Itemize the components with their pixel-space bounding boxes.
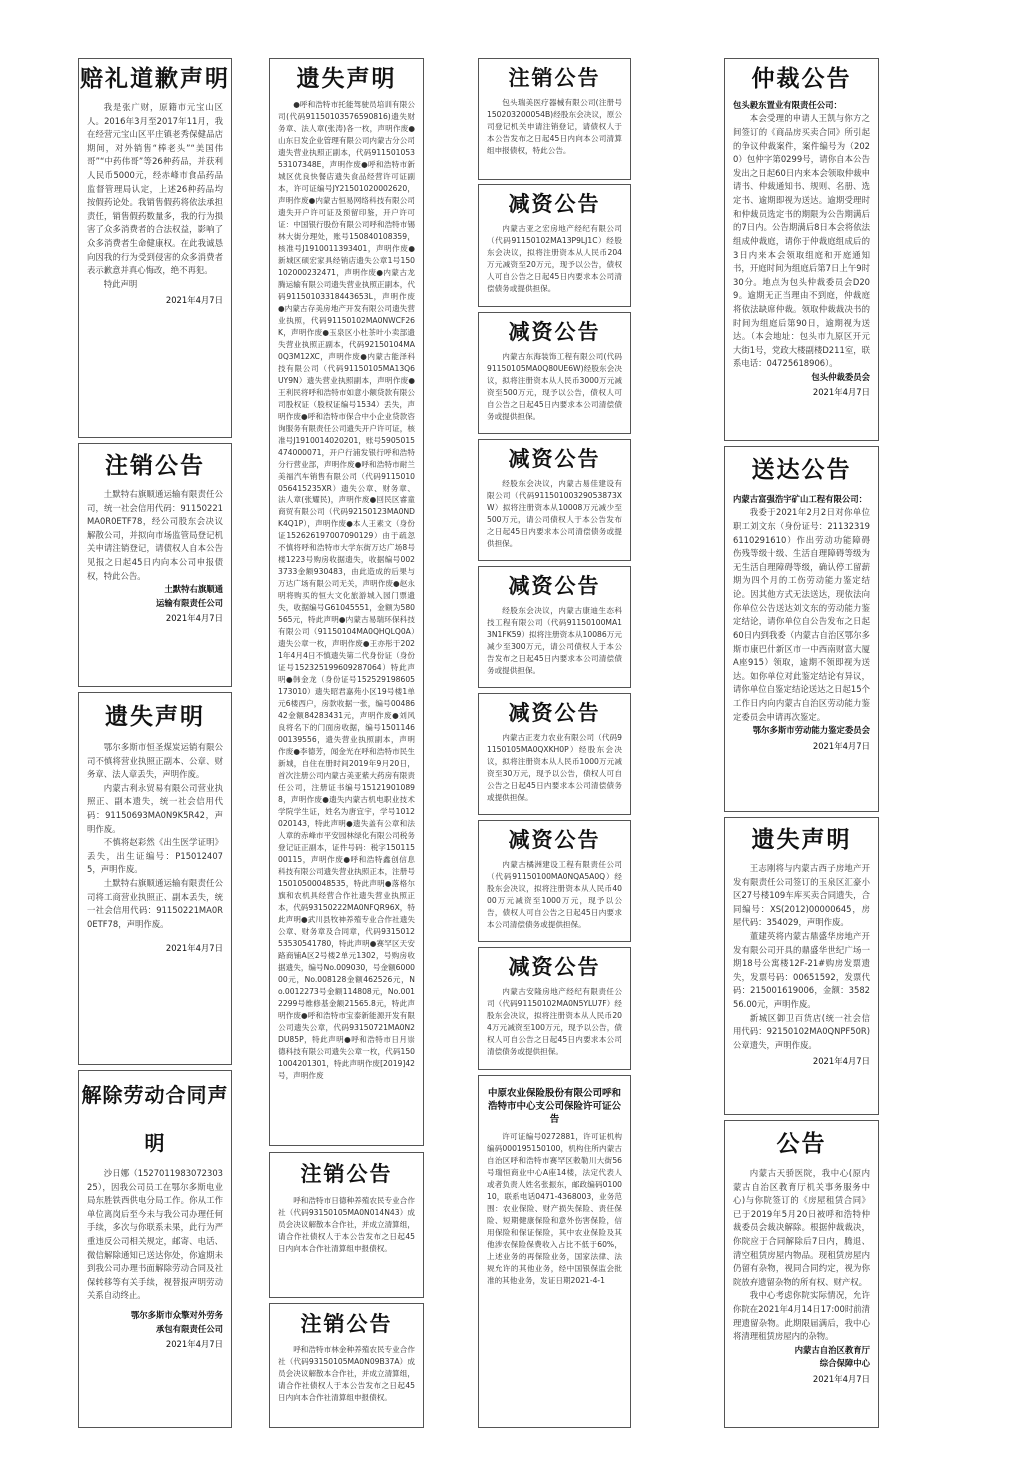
notice-capital-reduction [478,312,631,434]
notice-paragraph: 沙日娜（152701198307230325），因我公司员工在鄂尔多斯电业局东胜铁西供电分局工作。你从工作单位离岗后至今未与我公司办理任何手续，多次与你联系未果，此行为严重违反公司相关规定，邮寄、电话、微信解除通知已送达你处，你逾期未到我公司办理书面解除劳动合同及社保转移等有关手续，视替报声明劳动关系自动终止。 [87,1168,223,1301]
signature-line: 综合保障中心 [819,1358,870,1369]
notice-paragraph: 呼和浩特市林金种养殖农民专业合作社（代码93150105MA0N09B37A）成员会决议解散本合作社，并成立清算组，请合作社债权人于本公告发布之日起45日内向本合作社清算组申报债权。 [278,1345,415,1402]
notice-capital-reduction [478,693,631,815]
notice-paragraph: 内蒙古安隆房地产经纪有限责任公司（代码91150102MA0N5YLU7F）经股东会决议，拟将注册资本从人民币204万元减资至100万元，现予以公告，债权人可自公告之日起45日内要求本公司清偿债务或提供担保。 [487,987,622,1056]
notice-paragraph: 内蒙古橘洲建设工程有限责任公司（代码91150100MA0NQA5A0Q）经股东会决议，拟将注册资本从人民币4000万元减资至1000万元，现予以公告，债权人可自公告之日起45日内要求本公司清偿债务或提供担保。 [487,860,622,929]
notice-date: 2021年4月7日 [812,740,870,751]
notice-title: 减资公告 [508,574,601,598]
signature-line: 土默特右旗顺通 [164,584,223,595]
notice-paragraph: 内蒙古利永贸易有限公司营业执照正、副本遗失，统一社会信用代码：91150693MA0N9K5R42，声明作废。 [87,782,223,834]
notice-title: 注销公告 [300,1162,393,1186]
notice-title: 减资公告 [508,447,601,471]
notice-paragraph: 不慎将赵彩然《出生医学证明》丢失，出生证编号：P150124075，声明作废。 [87,837,223,875]
notice-title: 遗失声明 [751,827,852,853]
notice-date: 2021年4月7日 [812,1055,870,1066]
notice-cancellation [478,58,631,180]
signature-line: 鄂尔多斯市众擎对外劳务 [130,1310,223,1321]
notice-body [270,1344,423,1404]
notice-body [725,112,878,371]
notice-title: 解除劳动合同声明 [81,1083,229,1155]
notice-apology [78,58,232,438]
notice-title: 遗失声明 [105,704,205,730]
notice-paragraph: 特此声明 [103,278,138,289]
notice-body [79,101,231,292]
notice-body [79,488,231,583]
notice-paragraph: ●呼和浩特市托能驾驶员培训有限公司(代码91150103576590816)遗失财务章、法人章(张涛)各一枚，声明作废●山东日发企业管理有限公司内蒙古分公司遗失营业执照正副本，代码91150105353107348E，声明作废●呼和浩特市新城区优良快餐店遗失食品经营许可证副本，许可证编号JY21501020002620，声明作废●内蒙古恒易网络科技有限公司遗失开户许可证及预留印鉴，开户许可证：中国银行股份有限公司呼和浩特市锡林大街分理处，账号150840108359，核准号J1910011393401，声明作废●新城区硕宏家具经销店遗失公章1号150102000232471，声明作废●内蒙古龙腾运输有限公司遗失营业执照正副本，代码91150103318443653L，声明作废●内蒙古存美房地产开发有限公司遗失营业执照，代码91150102MA0NWCF26K，声明作废●玉泉区小杜茶叶小卖部遗失营业执照正副本，代码92150104MA0Q3M12XC，声明作废●内蒙古能泽科技有限公司（代码91150105MA13Q6UY9N）遗失营业执照副本，声明作废●王利民将呼和浩特市如意小额贷款有限公司股权证（股权证编号1534）丢失，声明作废●呼和浩特市保合中小企业贷款咨询服务有限责任公司遗失开户许可证，核准号J1910014020201，账号5905015474000071，开户行浦发银行呼和浩特分行营业部，声明作废●呼和浩特市耐兰美福汽车销售有限公司（代码9115010056415235XR）遗失公章、财务章、法人章(张耀民)，声明作废●回民区睿童商贸有限公司（代码92150123MA0NDK4Q1P），声明作废●本人王素文（身份证152626197007090129）由于疏忽不慎将呼和浩特市大学东街万达广场8号楼1223号购房收据遗失，收据编号0023733金额930483，由此造成的后果与万达广场有限公司无关，声明作废●赵永明将购买的恒大文化旅游城入园门票遗失，收据编号G61045551，金额为580565元，特此声明●内蒙古易瑞环保科技有限公司（91150104MA0QHQLQ0A）遗失公章一枚，声明作废●王亦彤于2021年4月4日不慎遗失第二代身份证（身份证号152325199609287064）特此声明●韩金龙（身份证号152529198605173010）遗失昭君嘉苑小区19号楼1单元6楼西户，房款收据一张，编号0048642金额84283431元，声明作废●刘风良将名下的门面房收据，编号150114600139556，遗失营业执照副本，声明作废●李德芳，闻金光在呼和浩特市民生新城，自住在册时间2019年9月20日，首次注册公司内蒙古美亚紫大药房有限责任公司，注册证书编号151219010898，声明作废●遗失内蒙古机电职业技术学院学生证，姓名为唐宜宇，学号1012020143，特此声明●遗失盖有公章和法人章的赤峰市平安园林绿化有限公司税务登记证正副本，证件号码：税字15011500115，声明作废●呼和浩特鑫创信息科技有限公司遗失营业执照正本，注册号15010500048535，特此声明●落格尔旗和农机具经营合作社遗失营业执照正本，代码93150222MA0NFQR96X，特此声明●武川县牧神养殖专业合作社遗失公章、财务章及合同章，代码931501253530541780，特此声明●赛罕区天安路商铺A区2号楼2单元1302，号购房收据遗失，编号No.009030，号金额600000元，No.008128金额462526元，No.0012273号金额114808元，No.0012299号维修基金额21565.8元，特此声明作废●呼和浩特市宝泰新能源开发有限公司遗失公章，代码93150721MA0N2DU85P，特此声明●呼和浩特市日月崇德科技有限公司遗失公章一枚，代码1501004201301，特此声明作废[2019]42号，声明作废 [278,100,415,1080]
notice-capital-reduction [478,566,631,688]
notice-title: 仲裁公告 [751,66,852,92]
notice-body [479,351,630,423]
notice-paragraph: 呼和浩特市日德种养殖农民专业合作社（代码93150105MA0N014N43）成员会决议解散本合作社，并成立清算组，请合作社债权人于本公告发布之日起45日内向本合作社清算组申报债权。 [278,1196,415,1253]
notice-loss-list [269,58,424,1146]
notice-title: 送达公告 [751,457,852,483]
notice-paragraph: 我中心考虑你院实际情况，允许你院在2021年4月14日17:00时前清理遗留杂物。此期限届满后，我中心将清理租赁房屋内的杂物。 [733,1290,870,1342]
signature-line: 鄂尔多斯市劳动能力鉴定委员会 [752,725,870,736]
notice-signature [79,1309,231,1336]
notice-paragraph: 经股东会决议，内蒙古易佳建设有限公司（代码91150100329053873XW）拟将注册资本从10008万元减少至500万元，请公司债权人于本公告发布之日起45日内要求本公司清偿债务或提供担保。 [487,479,622,548]
signature-line: 运输有限责任公司 [156,597,223,608]
notice-signature [725,371,878,384]
notice-body [270,1195,423,1255]
notice-paragraph: 土默特右旗顺通运输有限责任公司将工商营业执照正、副本丢失，统一社会信用代码：91150221MA0R0ETF78，声明作废。 [87,878,223,929]
notice-title: 减资公告 [508,320,601,344]
notice-cancellation [269,1303,424,1428]
notice-addressee: 包头毅东置业有限责任公司： [733,100,842,110]
notice-title: 注销公告 [508,66,601,90]
notice-body [479,986,630,1058]
notice-cancellation [269,1152,424,1298]
notice-paragraph: 我是张广财，原籍市元宝山区人。2016年3月至2017年11月，我在经营元宝山区平庄镇老秀保健品店期间，对外销售“棒老头”“美国伟哥”“中药伟哥”等26种药品，并获利人民币5000元，经赤峰市食品药品监督管理局认定，上述26种药品均按假药论处。我销售假药将依法承担责任，销售假药数量多，我的行为损害了众多消费者的合法权益，影响了众多消费者生命健康权。在此我诚恳向因我的行为受到侵害的众多消费者表示歉意并真心悔改，绝不再犯。 [87,102,223,276]
notice-body [79,1167,231,1303]
notice-capital-reduction [478,947,631,1070]
notice-service [724,446,879,812]
notice-public [724,1120,879,1428]
notice-title: 减资公告 [508,955,601,979]
notice-paragraph: 王志刚将与内蒙古西子房地产开发有限责任公司签订的玉泉区汇豪小区27号楼109车库买卖合同遗失，合同编号：XS(2012)00000645，房屋代码：354029，声明作废。 [733,863,870,928]
notice-signature [725,1344,878,1371]
notice-loss [78,692,232,1065]
notice-paragraph: 许可证编号0272881，许可证机构编码000195150100，机构住所内蒙古自治区呼和浩特市赛罕区敕勒川大街56号瑞恒商业中心A座14楼，法定代表人或者负责人姓名张振东，邮政编码010010，联系电话0471-4368003，业务范围：农业保险、财产损失保险、责任保险、短期健康保险和意外伤害保险，信用保险和保证保险，其中农业保险及其他涉农保险保费收入占比不低于60%，上述业务的再保险业务，国家法律、法规允许的其他业务，经中国银保监会批准的其他业务，发证日期2021-4-1 [487,1132,622,1286]
notice-paragraph: 新城区御卫百货店(统一社会信用代码：92150102MA0QNPF50R)公章遗失，声明作废。 [733,1012,870,1050]
notice-body [479,223,630,295]
notice-title: 中原农业保险股份有限公司呼和浩特市中心支公司保险许可证公告 [487,1088,621,1125]
notice-paragraph: 董建英将内蒙古鼎盛华房地产开发有限公司开具的鼎盛华世纪广场一期18号公寓楼12F-21#购房发票遗失，发票号码：00651592，发票代码：215001619006，金额：358256.00元，声明作废。 [733,931,870,1010]
notice-paragraph: 经股东会决议，内蒙古康迪生态科技工程有限公司（代码91150100MA13N1FK59）拟将注册资本从10086万元减少至300万元，请公司债权人于本公告发布之日起45日内要求本公司清偿债务或提供担保。 [487,606,622,675]
notice-paragraph: 内蒙古东海装饰工程有限公司(代码91150105MA0Q80UE6W)经股东会决议，拟将注册资本从人民币3000万元减资至500万元，现予以公告，债权人可自公告之日起45日内要求本公司清偿债务或提供担保。 [487,352,622,421]
notice-title: 注销公告 [105,453,205,479]
notice-paragraph: 我委于2021年2月2日对你单位职工刘文东（身份证号：211323196110291610）作出劳动功能障碍伤残等级十级、生活自理障碍等级为无生活自理障碍等级，确认停工留薪期为四个月的工伤劳动能力鉴定结论。因其他方式无法送达，现依法向你单位公告送达刘文东的劳动能力鉴定结论，请你单位自公告发布之日起60日内到我委（内蒙古自治区鄂尔多斯市康巴什新区市一中西南财富大厦A座915）领取，逾期不领即视为送达。如你单位对此鉴定结论有异议，请你单位自鉴定结论送达之日起15个工作日内向内蒙古自治区劳动能力鉴定委员会申请再次鉴定。 [733,507,870,722]
notice-title: 减资公告 [508,192,601,216]
notice-body [479,97,630,157]
notice-title: 公告 [776,1131,827,1157]
notice-title: 遗失声明 [296,66,397,92]
notice-title: 注销公告 [300,1312,393,1336]
notice-signature [79,583,231,610]
notice-date: 2021年4月7日 [165,942,223,953]
notice-termination [78,1070,232,1428]
notice-paragraph: 内蒙古亚之宏房地产经纪有限公司（代码91150102MA13P9LJ1C）经股东会决议，拟将注册资本从人民币204万元减资至20万元，现予以公告，债权人可自公告之日起45日内要求本公司清偿债务或提供担保。 [487,224,622,293]
notice-body [725,506,878,724]
notice-loss [724,817,879,1115]
notice-body [479,605,630,677]
notice-title: 赔礼道歉声明 [80,66,230,92]
notice-date: 2021年4月7日 [165,1338,223,1349]
notice-addressee: 内蒙古富强浩宇矿山工程有限公司： [733,494,867,504]
notice-paragraph: 土默特右旗顺通运输有限责任公司，统一社会信用代码：91150221MA0R0ETF78，经公司股东会决议解散公司，并拟向市场监管局登记机关申请注销登记，请债权人自本公告见报之日起45日内向本公司申报债权，特此公告。 [87,489,223,581]
notice-date: 2021年4月7日 [812,1373,870,1384]
notice-arbitration [724,58,879,441]
notice-paragraph: 内蒙古天骄医院，我中心(原内蒙古自治区教育厅机关事务服务中心)与你院签订的《房屋租赁合同》已于2019年5月20日被呼和浩特仲裁委员会裁决解除。根据仲裁裁决，你院应于合同解除后7日内，腾退、清空租赁房屋内物品。现租赁房屋内仍留有杂物，视同合同约定，视为你院放弃遗留杂物的所有权、财产权。 [733,1168,870,1287]
notice-body [479,859,630,931]
notice-body [725,1167,878,1344]
notice-body [725,862,878,1053]
notice-body [79,741,231,932]
notice-cancellation [78,443,232,687]
notice-capital-reduction [478,439,631,561]
notice-body [270,99,423,1082]
notice-paragraph: 鄂尔多斯市恒圣煤炭运销有限公司不慎将营业执照正副本、公章、财务章、法人章丢失，声明作废。 [87,742,223,780]
notice-signature [725,724,878,737]
signature-line: 包头仲裁委员会 [811,372,870,383]
notice-paragraph: 本会受理的申请人王凯与你方之间签订的《商品房买卖合同》所引起的争议仲裁案件，案件编号为（2020）包仲字第0299号，请你自本公告发出之日起60日内来本会领取仲裁申请书、仲裁通知书、规则、名册、选定书、逾期即视为送达。逾期受理时和仲裁员选定书的期限为公告期满后的7日内。公告期满后8日本会将依法组成仲裁庭，请你于仲裁庭组成后的3日内来本会领取组庭和开庭通知书，开庭时间为组庭后第7日上午9时30分。地点为包头仲裁委员会D209。逾期无正当理由不到庭，仲裁庭将依法缺席仲裁。领取仲裁裁决书的时间为组庭后第90日，逾期视为送达。（本会地址：包头市九原区开元大街1号，党政大楼副楼D211室，联系电话：04725618906）。 [733,113,870,369]
notice-paragraph: 内蒙古正麦力农业有限公司（代码91150105MA0QXKH0P）经股东会决议，拟将注册资本从人民币1000万元减资至30万元，现予以公告，债权人可自公告之日起45日内要求本公司清偿债务或提供担保。 [487,733,622,802]
notice-body [479,732,630,804]
signature-line: 内蒙古自治区教育厅 [794,1344,870,1355]
notice-capital-reduction [478,820,631,942]
notice-paragraph: 包头瑞美医疗器械有限公司(注册号150203200054B)经股东会决议，原公司登记机关申请注销登记，请债权人于本公告发布之日起45日内向本公司清算组申报债权，特此公告。 [487,98,622,155]
signature-line: 承包有限责任公司 [156,1323,223,1334]
notice-title: 减资公告 [508,701,601,725]
notice-body [479,1131,630,1287]
notice-capital-reduction [478,184,631,307]
notice-date: 2021年4月7日 [812,387,870,398]
notice-date: 2021年4月7日 [165,613,223,624]
notice-title: 减资公告 [508,828,601,852]
notice-insurance-license [478,1075,631,1428]
notice-body [479,478,630,550]
notice-date: 2021年4月7日 [165,294,223,305]
